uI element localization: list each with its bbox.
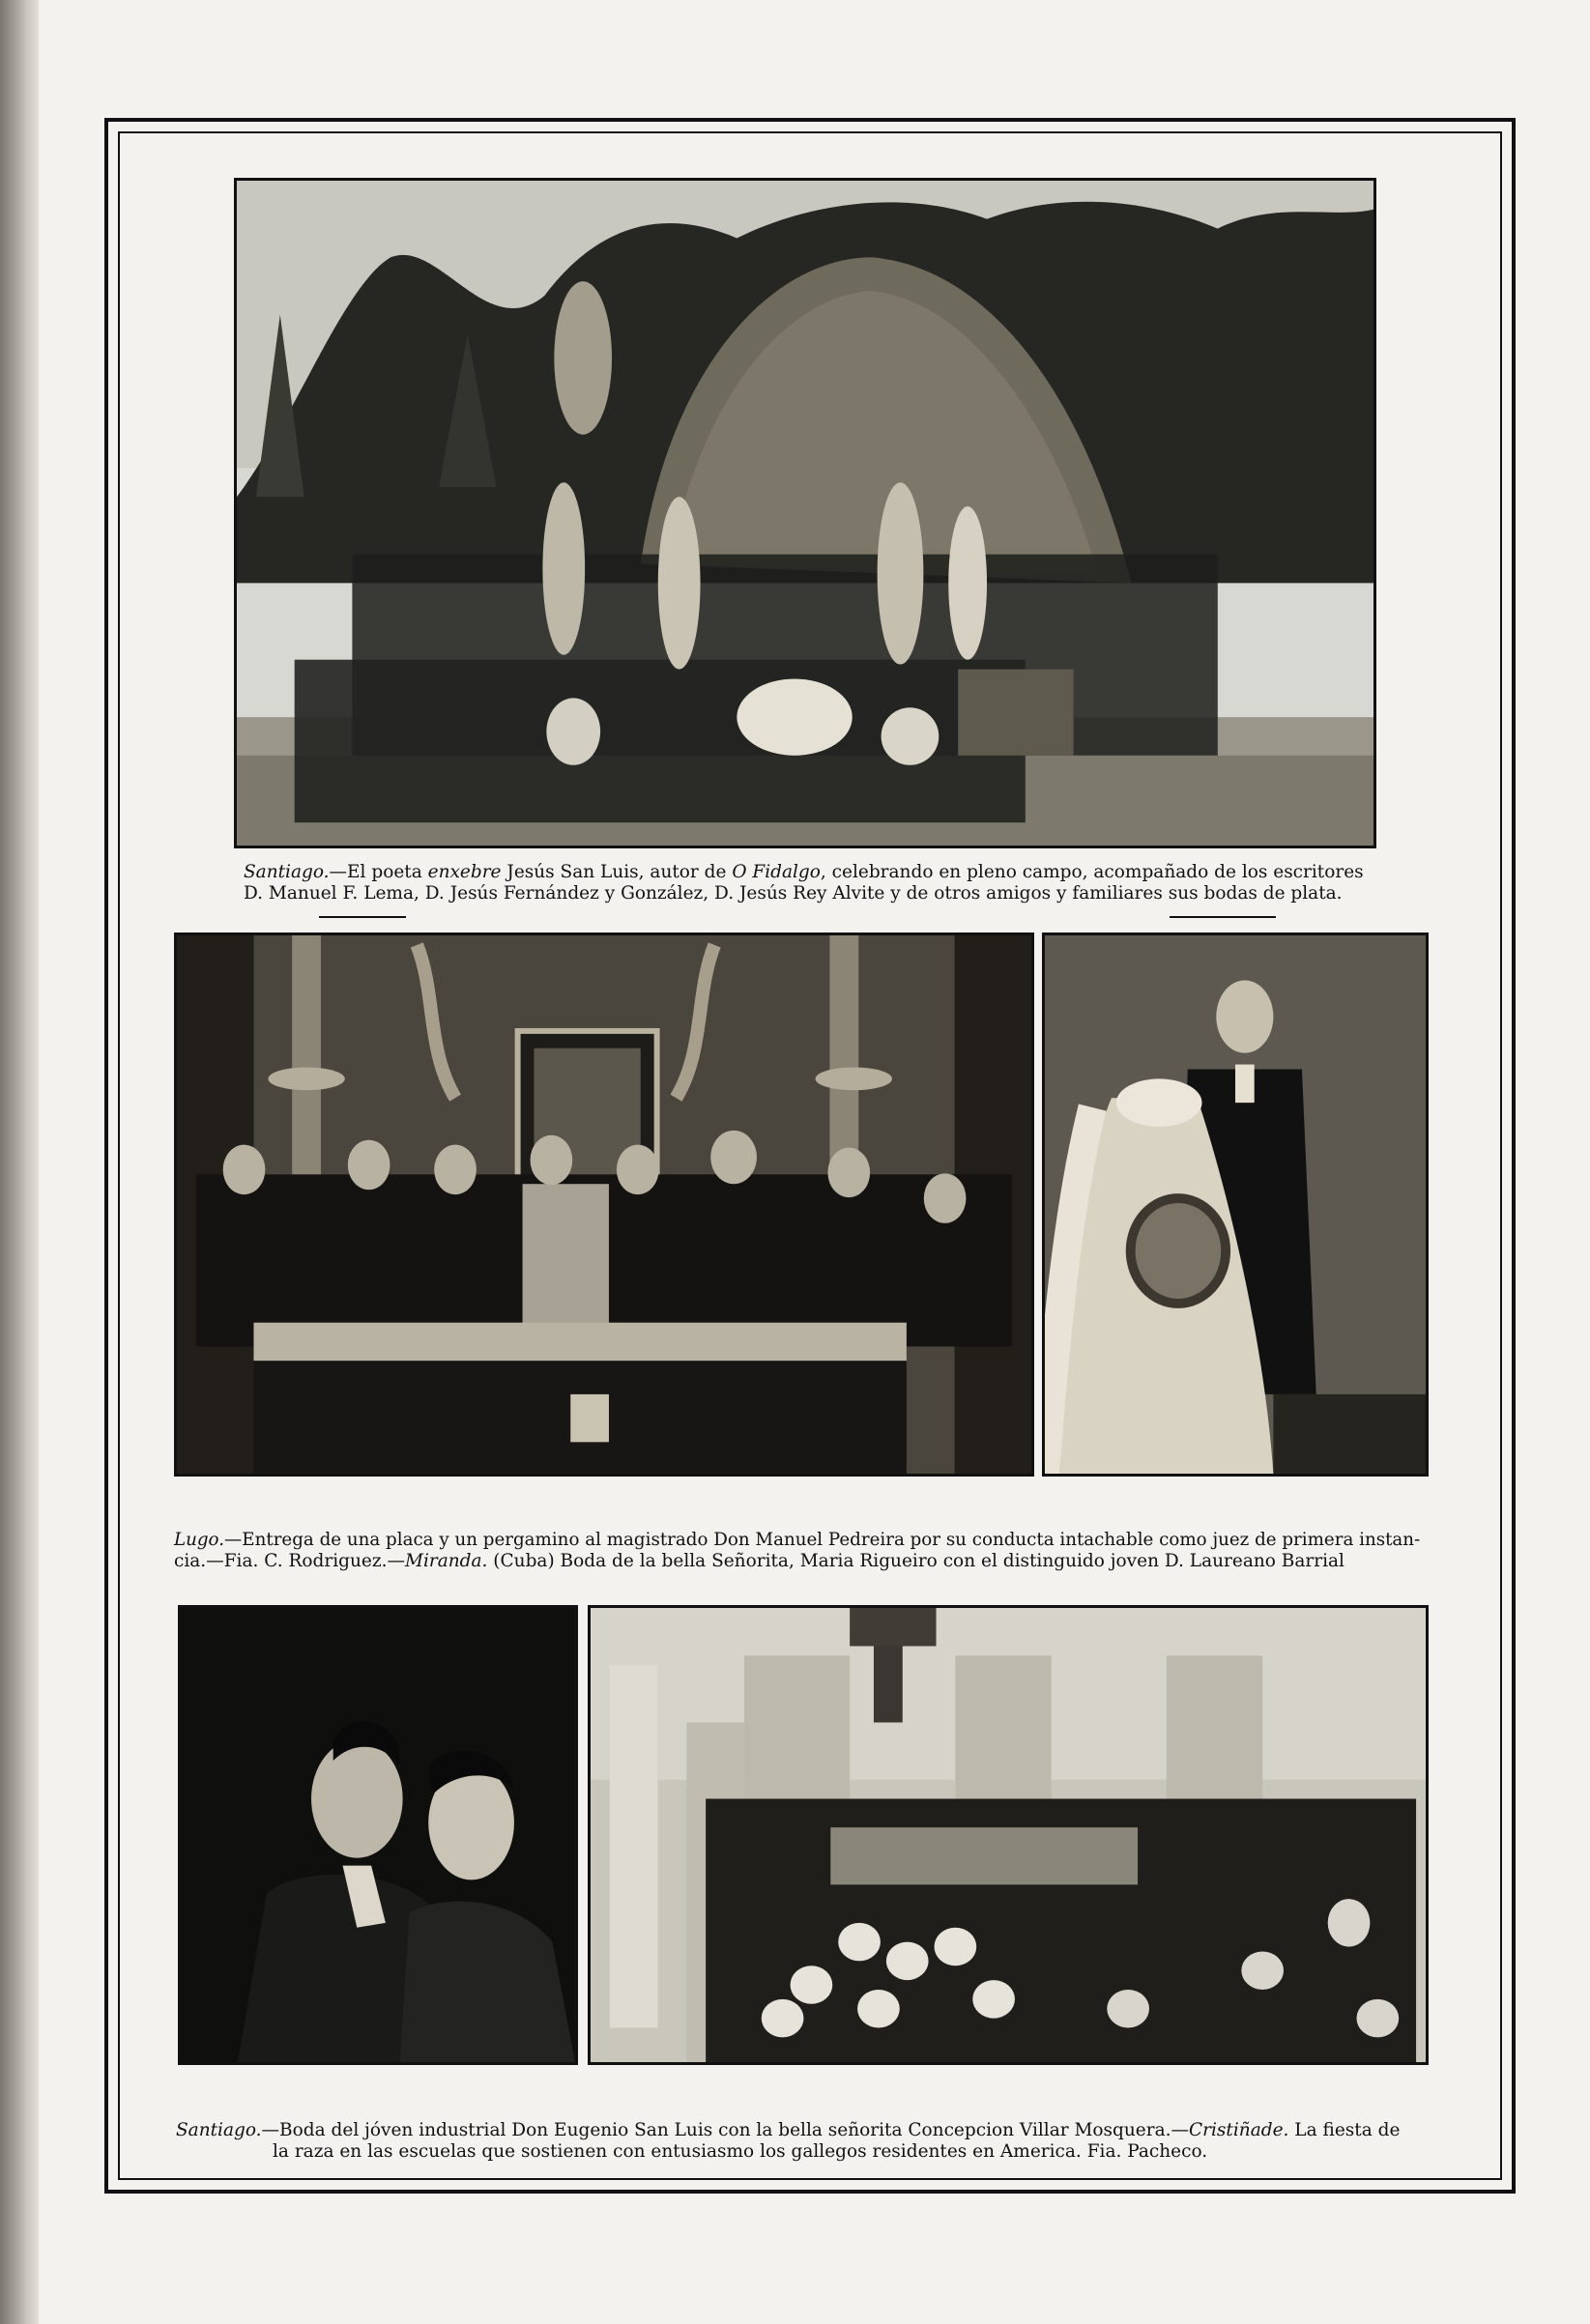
caption-middle-line1: Lugo.—Entrega de una placa y un pergamino al magistrado Don Manuel Pedreira por su conducta intachable como juez de primera instan- (174, 1530, 1421, 1550)
caption-bottom (176, 2120, 1429, 2163)
caption-top-line2: D. Manuel F. Lema, D. Jesús Fernández y González, D. Jesús Rey Alvite y de otros amigos y familiares sus bodas de plata. (244, 883, 1343, 904)
photo-miranda-wedding (1042, 932, 1429, 1477)
caption-top (244, 862, 1376, 904)
ornament-rule-left (319, 916, 406, 918)
caption-bottom-line1: Santiago.—Boda del jóven industrial Don Eugenio San Luis con la bella señorita Concepcion Villar Mosquera.—Cristiñade. La fiesta de (176, 2120, 1401, 2140)
photo-cristinade-school-festival (588, 1605, 1429, 2065)
caption-bottom-line2: la raza en las escuelas que sostienen con entusiasmo los gallegos residentes en America. Fia. Pacheco. (273, 2141, 1208, 2162)
photo-lugo-ceremony (174, 932, 1034, 1477)
ornament-rule-right (1170, 916, 1276, 918)
photo-santiago-couple-portrait (178, 1605, 578, 2065)
photo-santiago-group-field (234, 178, 1376, 848)
caption-top-line1: Santiago.—El poeta enxebre Jesús San Luis, autor de O Fidalgo, celebrando en pleno campo, acompañado de los escritores (244, 862, 1364, 882)
caption-middle-place: Lugo. (174, 1530, 225, 1550)
caption-top-place: Santiago. (244, 862, 330, 882)
caption-middle (174, 1530, 1429, 1572)
page-binding (0, 0, 39, 2324)
caption-middle-line2: cia.—Fia. C. Rodriguez.—Miranda. (Cuba) Boda de la bella Señorita, Maria Rigueiro con el distinguido joven D. Laureano Barrial (174, 1551, 1344, 1571)
caption-bottom-place: Santiago. (176, 2120, 262, 2140)
